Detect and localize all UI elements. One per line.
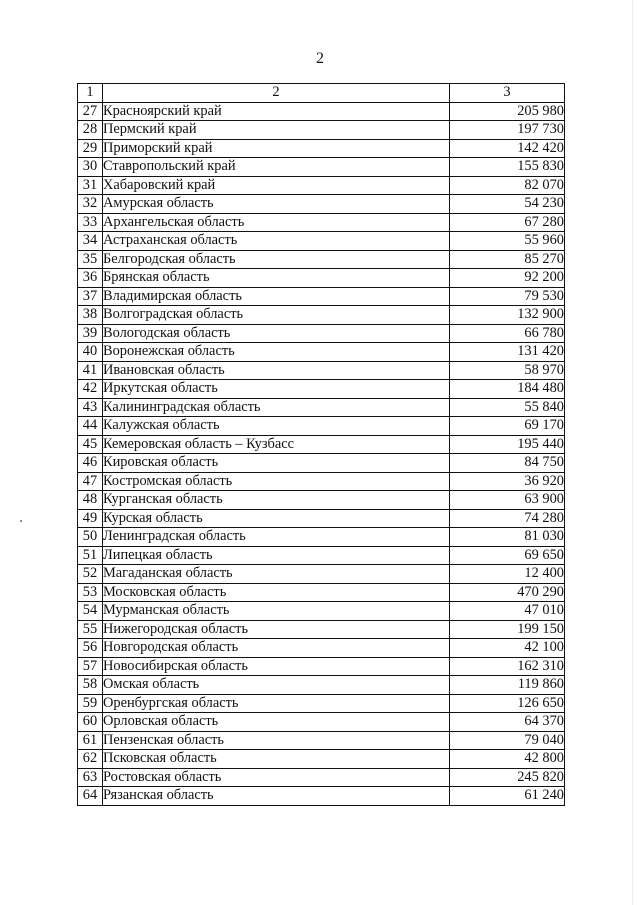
table-row (78, 417, 565, 436)
region-name: Архангельская область (103, 213, 450, 232)
table-row (78, 361, 565, 380)
region-name: Ленинградская область (103, 528, 450, 547)
table-row (78, 343, 565, 362)
region-name: Ростовская область (103, 768, 450, 787)
header-col-1: 1 (78, 84, 103, 103)
region-value: 245 820 (450, 768, 565, 787)
table-row (78, 731, 565, 750)
table-row (78, 250, 565, 269)
row-number: 39 (78, 324, 103, 343)
region-name: Московская область (103, 583, 450, 602)
row-number: 60 (78, 713, 103, 732)
row-number: 40 (78, 343, 103, 362)
table-row (78, 232, 565, 251)
table-row (78, 694, 565, 713)
region-name: Волгоградская область (103, 306, 450, 325)
region-value: 55 960 (450, 232, 565, 251)
row-number: 54 (78, 602, 103, 621)
region-name: Курганская область (103, 491, 450, 510)
region-value: 126 650 (450, 694, 565, 713)
region-name: Рязанская область (103, 787, 450, 806)
region-name: Красноярский край (103, 102, 450, 121)
region-name: Омская область (103, 676, 450, 695)
region-name: Псковская область (103, 750, 450, 769)
row-number: 47 (78, 472, 103, 491)
region-name: Хабаровский край (103, 176, 450, 195)
region-name: Кировская область (103, 454, 450, 473)
region-value: 66 780 (450, 324, 565, 343)
row-number: 52 (78, 565, 103, 584)
region-name: Приморский край (103, 139, 450, 158)
table-row (78, 435, 565, 454)
region-value: 64 370 (450, 713, 565, 732)
table-row (78, 121, 565, 140)
region-value: 54 230 (450, 195, 565, 214)
table-header (78, 84, 565, 103)
region-name: Ставропольский край (103, 158, 450, 177)
table-row (78, 565, 565, 584)
region-value: 79 040 (450, 731, 565, 750)
region-name: Ивановская область (103, 361, 450, 380)
region-value: 132 900 (450, 306, 565, 325)
row-number: 51 (78, 546, 103, 565)
region-value: 119 860 (450, 676, 565, 695)
region-value: 42 800 (450, 750, 565, 769)
region-value: 85 270 (450, 250, 565, 269)
region-name: Оренбургская область (103, 694, 450, 713)
region-value: 42 100 (450, 639, 565, 658)
region-value: 69 170 (450, 417, 565, 436)
row-number: 59 (78, 694, 103, 713)
row-number: 35 (78, 250, 103, 269)
region-name: Владимирская область (103, 287, 450, 306)
row-number: 30 (78, 158, 103, 177)
region-value: 61 240 (450, 787, 565, 806)
row-number: 56 (78, 639, 103, 658)
table-row (78, 639, 565, 658)
table-row (78, 787, 565, 806)
region-value: 197 730 (450, 121, 565, 140)
table-row (78, 139, 565, 158)
row-number: 36 (78, 269, 103, 288)
row-number: 45 (78, 435, 103, 454)
table-row (78, 324, 565, 343)
region-value: 79 530 (450, 287, 565, 306)
regions-table (77, 83, 565, 806)
header-col-2: 2 (103, 84, 450, 103)
row-number: 61 (78, 731, 103, 750)
region-name: Белгородская область (103, 250, 450, 269)
page-number: 2 (316, 50, 324, 67)
region-value: 131 420 (450, 343, 565, 362)
row-number: 53 (78, 583, 103, 602)
row-number: 49 (78, 509, 103, 528)
region-value: 81 030 (450, 528, 565, 547)
row-number: 29 (78, 139, 103, 158)
region-name: Калининградская область (103, 398, 450, 417)
region-value: 84 750 (450, 454, 565, 473)
table-row (78, 398, 565, 417)
region-value: 36 920 (450, 472, 565, 491)
region-value: 63 900 (450, 491, 565, 510)
row-number: 55 (78, 620, 103, 639)
region-value: 82 070 (450, 176, 565, 195)
header-row (78, 84, 565, 103)
region-value: 199 150 (450, 620, 565, 639)
scan-artifact (20, 520, 22, 522)
row-number: 38 (78, 306, 103, 325)
table-row (78, 195, 565, 214)
row-number: 27 (78, 102, 103, 121)
region-value: 12 400 (450, 565, 565, 584)
region-name: Кемеровская область – Кузбасс (103, 435, 450, 454)
region-name: Вологодская область (103, 324, 450, 343)
region-value: 47 010 (450, 602, 565, 621)
table-row (78, 176, 565, 195)
row-number: 31 (78, 176, 103, 195)
header-col-3: 3 (450, 84, 565, 103)
table-row (78, 750, 565, 769)
row-number: 28 (78, 121, 103, 140)
table-row (78, 546, 565, 565)
row-number: 50 (78, 528, 103, 547)
region-value: 69 650 (450, 546, 565, 565)
table-row (78, 657, 565, 676)
region-name: Костромская область (103, 472, 450, 491)
region-name: Брянская область (103, 269, 450, 288)
row-number: 37 (78, 287, 103, 306)
row-number: 41 (78, 361, 103, 380)
table-row (78, 713, 565, 732)
region-value: 205 980 (450, 102, 565, 121)
region-value: 162 310 (450, 657, 565, 676)
table-row (78, 491, 565, 510)
region-value: 67 280 (450, 213, 565, 232)
region-name: Пензенская область (103, 731, 450, 750)
table-row (78, 269, 565, 288)
table-row (78, 213, 565, 232)
region-name: Пермский край (103, 121, 450, 140)
row-number: 33 (78, 213, 103, 232)
region-value: 58 970 (450, 361, 565, 380)
row-number: 46 (78, 454, 103, 473)
table-row (78, 528, 565, 547)
row-number: 32 (78, 195, 103, 214)
table-row (78, 583, 565, 602)
table-row (78, 602, 565, 621)
region-value: 55 840 (450, 398, 565, 417)
region-name: Липецкая область (103, 546, 450, 565)
row-number: 58 (78, 676, 103, 695)
row-number: 44 (78, 417, 103, 436)
row-number: 62 (78, 750, 103, 769)
table-row (78, 287, 565, 306)
region-name: Мурманская область (103, 602, 450, 621)
row-number: 48 (78, 491, 103, 510)
region-name: Воронежская область (103, 343, 450, 362)
table-row (78, 768, 565, 787)
table-row (78, 306, 565, 325)
table-row (78, 472, 565, 491)
table-row (78, 509, 565, 528)
table-row (78, 102, 565, 121)
region-value: 155 830 (450, 158, 565, 177)
region-value: 195 440 (450, 435, 565, 454)
region-name: Орловская область (103, 713, 450, 732)
region-name: Астраханская область (103, 232, 450, 251)
row-number: 57 (78, 657, 103, 676)
table-row (78, 454, 565, 473)
region-name: Амурская область (103, 195, 450, 214)
table-row (78, 380, 565, 399)
region-value: 470 290 (450, 583, 565, 602)
region-name: Нижегородская область (103, 620, 450, 639)
table-row (78, 620, 565, 639)
region-value: 92 200 (450, 269, 565, 288)
table-row (78, 676, 565, 695)
row-number: 42 (78, 380, 103, 399)
row-number: 63 (78, 768, 103, 787)
region-value: 142 420 (450, 139, 565, 158)
region-name: Иркутская область (103, 380, 450, 399)
region-value: 74 280 (450, 509, 565, 528)
row-number: 43 (78, 398, 103, 417)
region-name: Калужская область (103, 417, 450, 436)
row-number: 34 (78, 232, 103, 251)
region-name: Магаданская область (103, 565, 450, 584)
region-name: Курская область (103, 509, 450, 528)
row-number: 64 (78, 787, 103, 806)
scan-edge (632, 0, 633, 905)
region-name: Новосибирская область (103, 657, 450, 676)
region-value: 184 480 (450, 380, 565, 399)
table-row (78, 158, 565, 177)
region-name: Новгородская область (103, 639, 450, 658)
table-body (78, 102, 565, 805)
